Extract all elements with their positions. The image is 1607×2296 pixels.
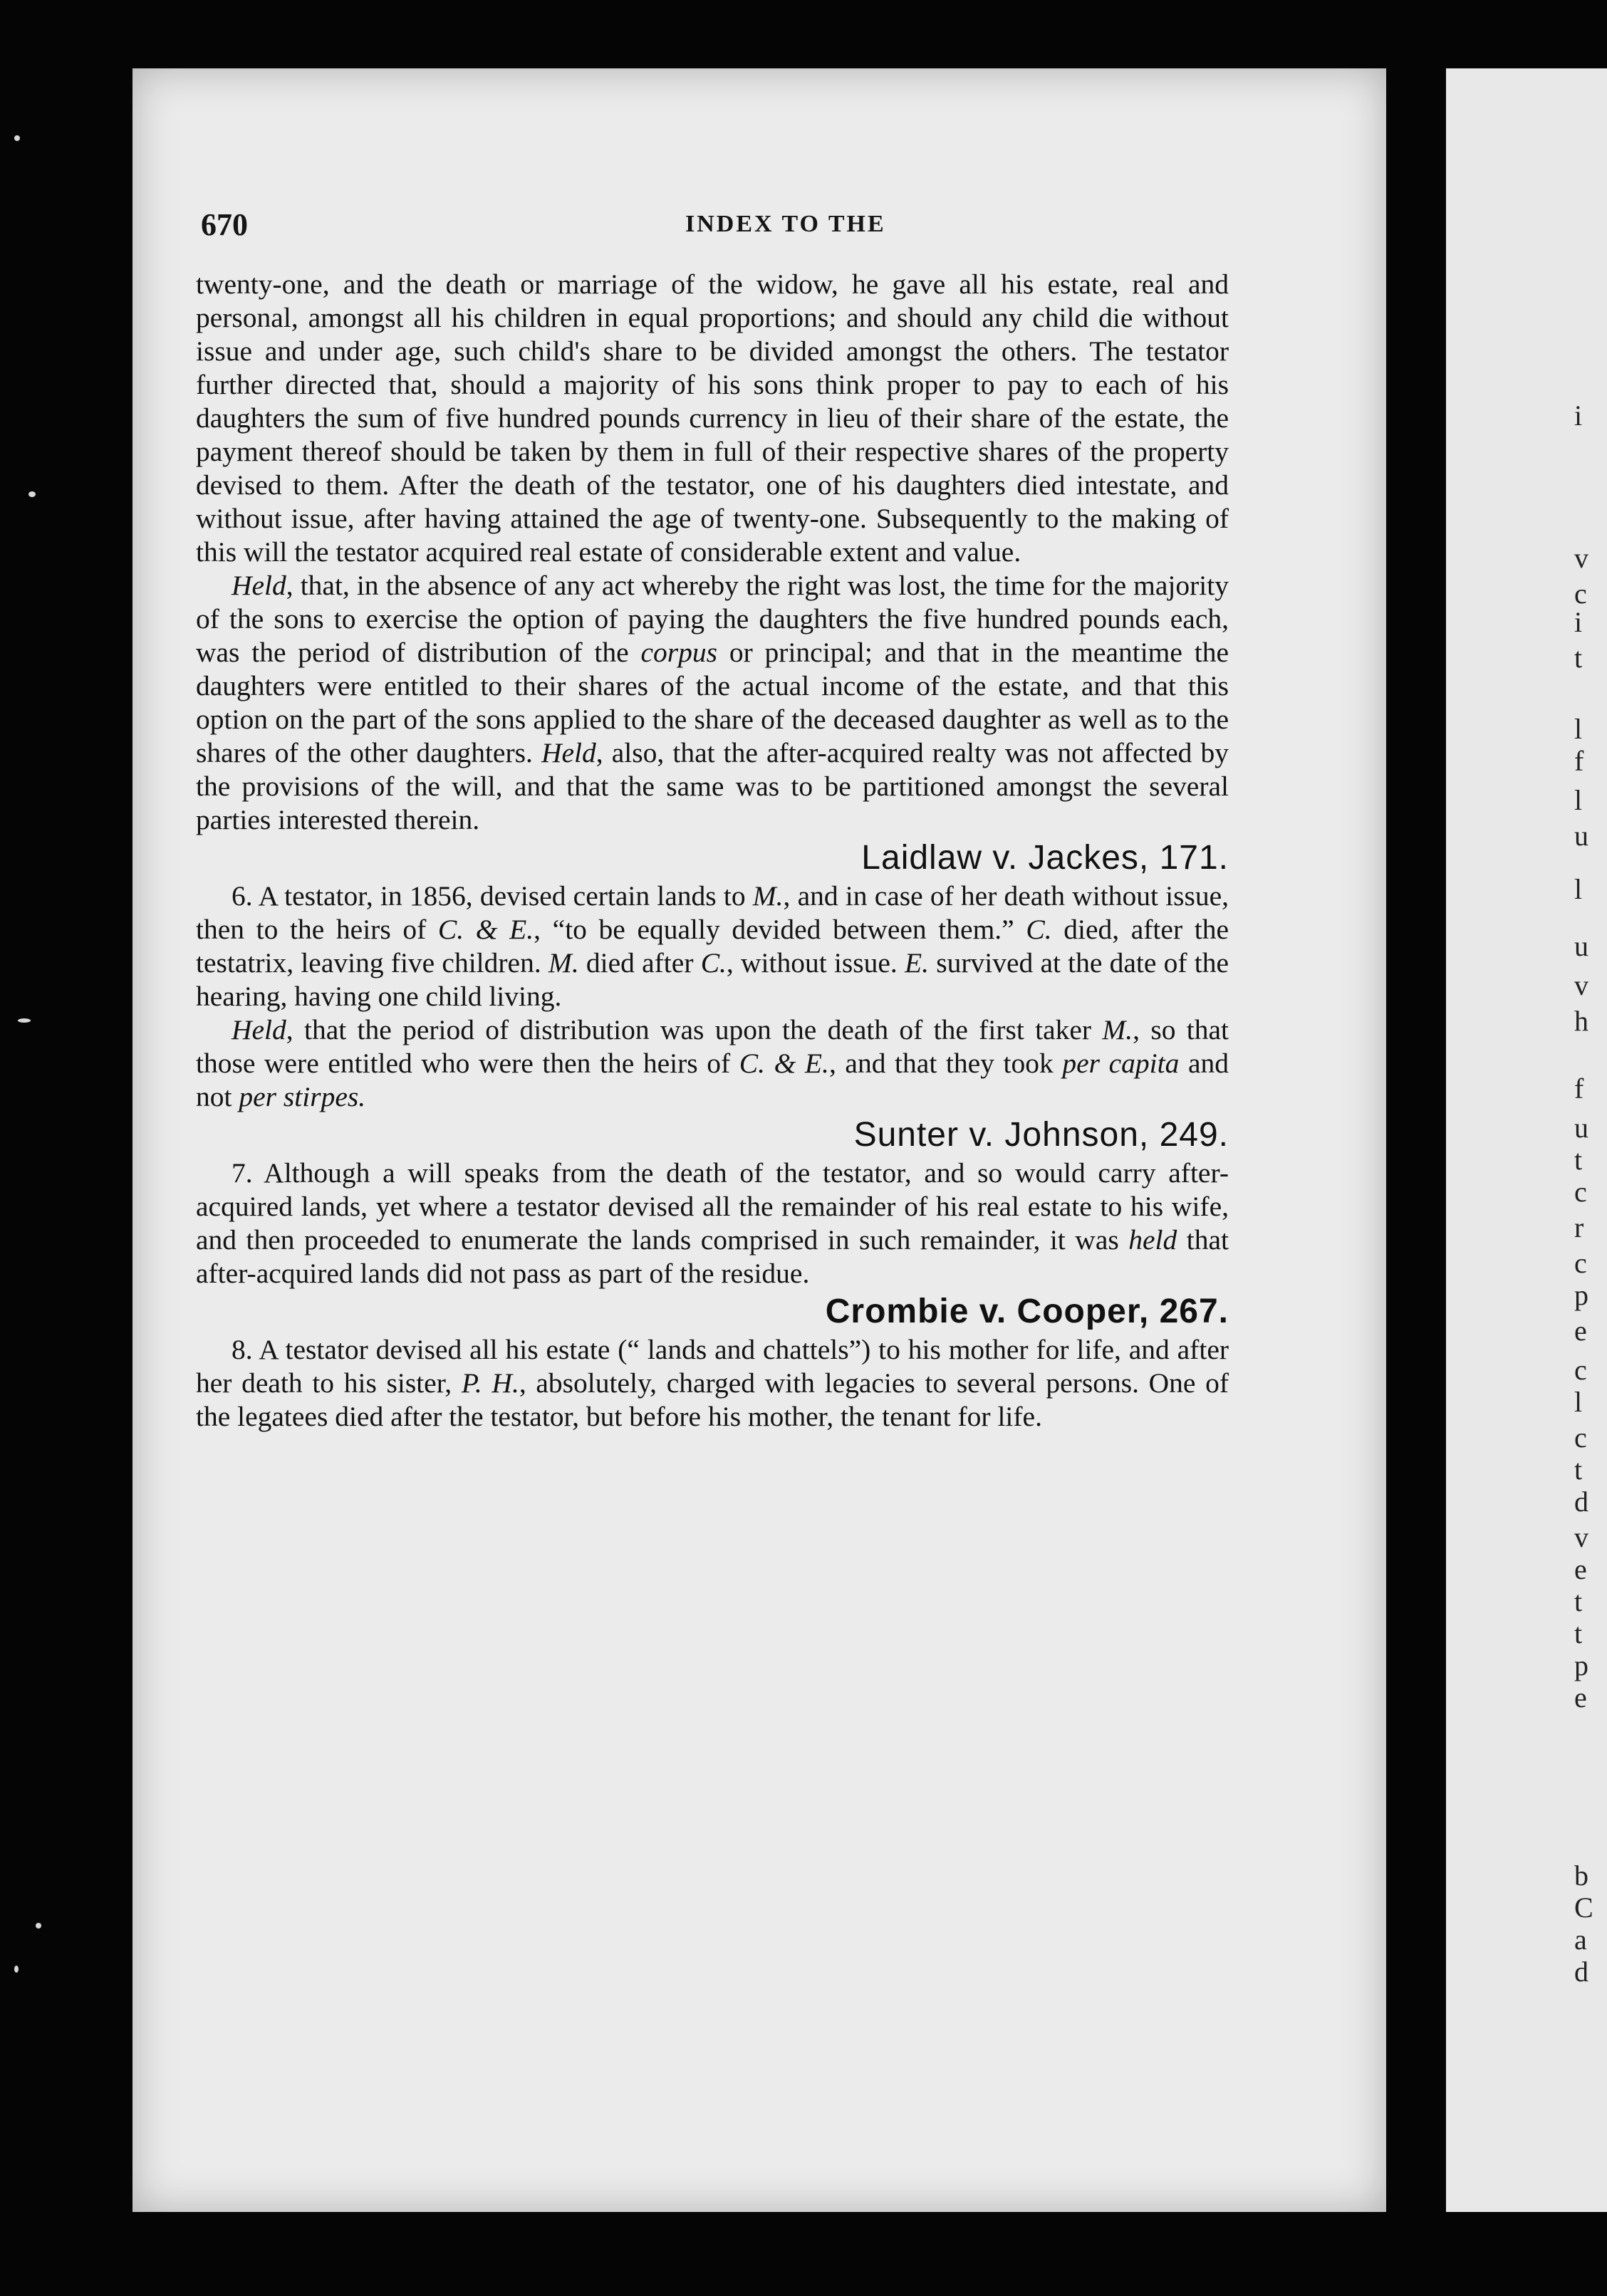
- scan-speck: [14, 135, 20, 141]
- italic-text: M.: [1102, 1014, 1133, 1045]
- page-header: [201, 207, 1234, 256]
- text-run: 6. A testator, in 1856, devised certain lands to: [232, 880, 753, 912]
- margin-letter: v: [1574, 969, 1588, 1001]
- text-run: , absolutely, charged with legacies to several persons. One of the legatees died after the testator, but before his mother, the tenant for life.: [196, 1367, 1229, 1432]
- margin-letter: t: [1574, 1144, 1583, 1176]
- case-citation: Laidlaw v. Jackes, 171.: [861, 839, 1229, 877]
- paragraph: twenty-one, and the death or marriage of the widow, he gave all his estate, real and personal, amongst all his children in equal proportions; and should any child die without issue and under age, such child's share to be divided amongst the others. The testator further directed that, should a majority of his sons think proper to pay to each of his daughters the sum of five hundred pounds currency in lieu of their share of the estate, the payment thereof should be taken by them in full of their respective shares of the property devised to them. After the death of the testator, one of his daughters died intestate, and without issue, after having attained the age of twenty-one. Subsequently to the making of this will the testator acquired real estate of considerable extent and value.: [196, 268, 1229, 568]
- margin-letter: d: [1574, 1486, 1588, 1518]
- text-run: 7. Although a will speaks from the death of the testator, and so would carry after-acquired lands, yet where a testator devised all the remainder of his real estate to his wife, and then proceeded to enumerate the lands comprised in such remainder, it was: [196, 1157, 1229, 1256]
- italic-text: corpus: [640, 637, 718, 668]
- margin-letter: e: [1574, 1681, 1587, 1713]
- margin-letter: i: [1574, 606, 1583, 638]
- italic-text: C.: [1026, 914, 1052, 945]
- body-text: [196, 268, 1229, 1434]
- italic-text: P. H.: [461, 1367, 519, 1399]
- margin-letter: l: [1574, 713, 1583, 745]
- italic-text: M.: [752, 880, 784, 912]
- margin-letter: e: [1574, 1315, 1587, 1347]
- text-run: , that, in the absence of any act whereby the right was lost, the time for the majority of the sons to exercise the option of paying the daughters the five hundred pounds each, was the period of distribution of the: [196, 570, 1229, 668]
- text-run: died, after the testatrix, leaving five children.: [196, 914, 1229, 979]
- margin-letter: i: [1574, 400, 1583, 432]
- text-run: , so that those were entitled who were then the heirs of: [196, 1014, 1229, 1079]
- margin-letter: t: [1574, 642, 1583, 674]
- margin-letter: l: [1574, 784, 1583, 816]
- margin-letter: p: [1574, 1279, 1588, 1311]
- text-run: survived at the date of the hearing, having one child living.: [196, 947, 1229, 1012]
- text-run: , and that they took: [828, 1048, 1063, 1079]
- running-head: INDEX TO THE: [685, 211, 886, 237]
- margin-letter: l: [1574, 1386, 1583, 1418]
- margin-letter: f: [1574, 745, 1584, 777]
- margin-letter: f: [1574, 1073, 1584, 1105]
- page-number: 670: [201, 207, 248, 242]
- text-run: died after: [578, 947, 701, 979]
- italic-text: held: [1128, 1224, 1177, 1256]
- margin-letter: t: [1574, 1454, 1583, 1486]
- text-run: , “to be equally devided between them.”: [534, 914, 1026, 945]
- paragraph: [196, 569, 1229, 837]
- margin-letter: b: [1574, 1859, 1588, 1891]
- margin-letter: u: [1574, 1112, 1588, 1144]
- margin-letter: p: [1574, 1649, 1588, 1681]
- paragraph: [196, 1013, 1229, 1114]
- margin-letter: h: [1574, 1005, 1588, 1037]
- scan-speck: [18, 1018, 31, 1023]
- italic-text: C. & E.: [739, 1048, 829, 1079]
- margin-letter: c: [1574, 578, 1587, 610]
- paragraph: [196, 880, 1229, 1013]
- margin-letter: t: [1574, 1617, 1583, 1649]
- margin-letter: t: [1574, 1585, 1583, 1617]
- italic-text: per capita: [1062, 1048, 1180, 1079]
- margin-letter: c: [1574, 1176, 1587, 1208]
- margin-letter: C: [1574, 1891, 1593, 1924]
- paragraph: [196, 1157, 1229, 1290]
- margin-letter: l: [1574, 873, 1583, 905]
- paragraph: [196, 1333, 1229, 1434]
- scan-speck: [14, 1966, 19, 1973]
- text-run: 8. A testator devised all his estate (“ lands and chattels”) to his mother for life, and after her death to his sister,: [196, 1334, 1229, 1399]
- margin-letter: a: [1574, 1924, 1587, 1956]
- italic-text: M.: [548, 947, 579, 979]
- text-run: , without issue.: [726, 947, 905, 979]
- text-run: and not: [196, 1048, 1229, 1112]
- italic-text: Held: [541, 737, 596, 768]
- margin-letter: c: [1574, 1247, 1587, 1279]
- italic-text: per stirpes.: [239, 1081, 366, 1112]
- case-citation: Sunter v. Johnson, 249.: [853, 1116, 1229, 1154]
- scan-speck: [36, 1923, 41, 1929]
- margin-letter: r: [1574, 1211, 1584, 1243]
- margin-letter: c: [1574, 1421, 1587, 1454]
- margin-letter: c: [1574, 1354, 1587, 1386]
- text-run: that after-acquired lands did not pass as part of the residue.: [196, 1224, 1229, 1289]
- margin-letter: d: [1574, 1956, 1588, 1988]
- margin-letter: e: [1574, 1553, 1587, 1585]
- italic-text: C. & E.: [437, 914, 534, 945]
- italic-text: Held: [232, 1014, 286, 1045]
- scan-speck: [28, 491, 36, 497]
- text-run: , that the period of distribution was upon the death of the first taker: [286, 1014, 1103, 1045]
- italic-text: C.: [700, 947, 727, 979]
- case-citation: Crombie v. Cooper, 267.: [825, 1293, 1229, 1330]
- margin-letter: u: [1574, 930, 1588, 962]
- text-run: or principal; and that in the meantime the daughters were entitled to their shares of the actual income of the estate, and that this option on the part of the sons applied to the share of the deceased daughter as well as to the shares of the other daughters.: [196, 637, 1229, 768]
- text-run: , also, that the after-acquired realty was not affected by the provisions of the will, and that the same was to be partitioned amongst the several parties interested therein.: [196, 737, 1229, 835]
- margin-letter: v: [1574, 1521, 1588, 1553]
- italic-text: E.: [905, 947, 930, 979]
- margin-letter: u: [1574, 820, 1588, 852]
- italic-text: Held: [232, 570, 286, 601]
- margin-letter: v: [1574, 542, 1588, 574]
- text-run: , and in case of her death without issue, then to the heirs of: [196, 880, 1229, 945]
